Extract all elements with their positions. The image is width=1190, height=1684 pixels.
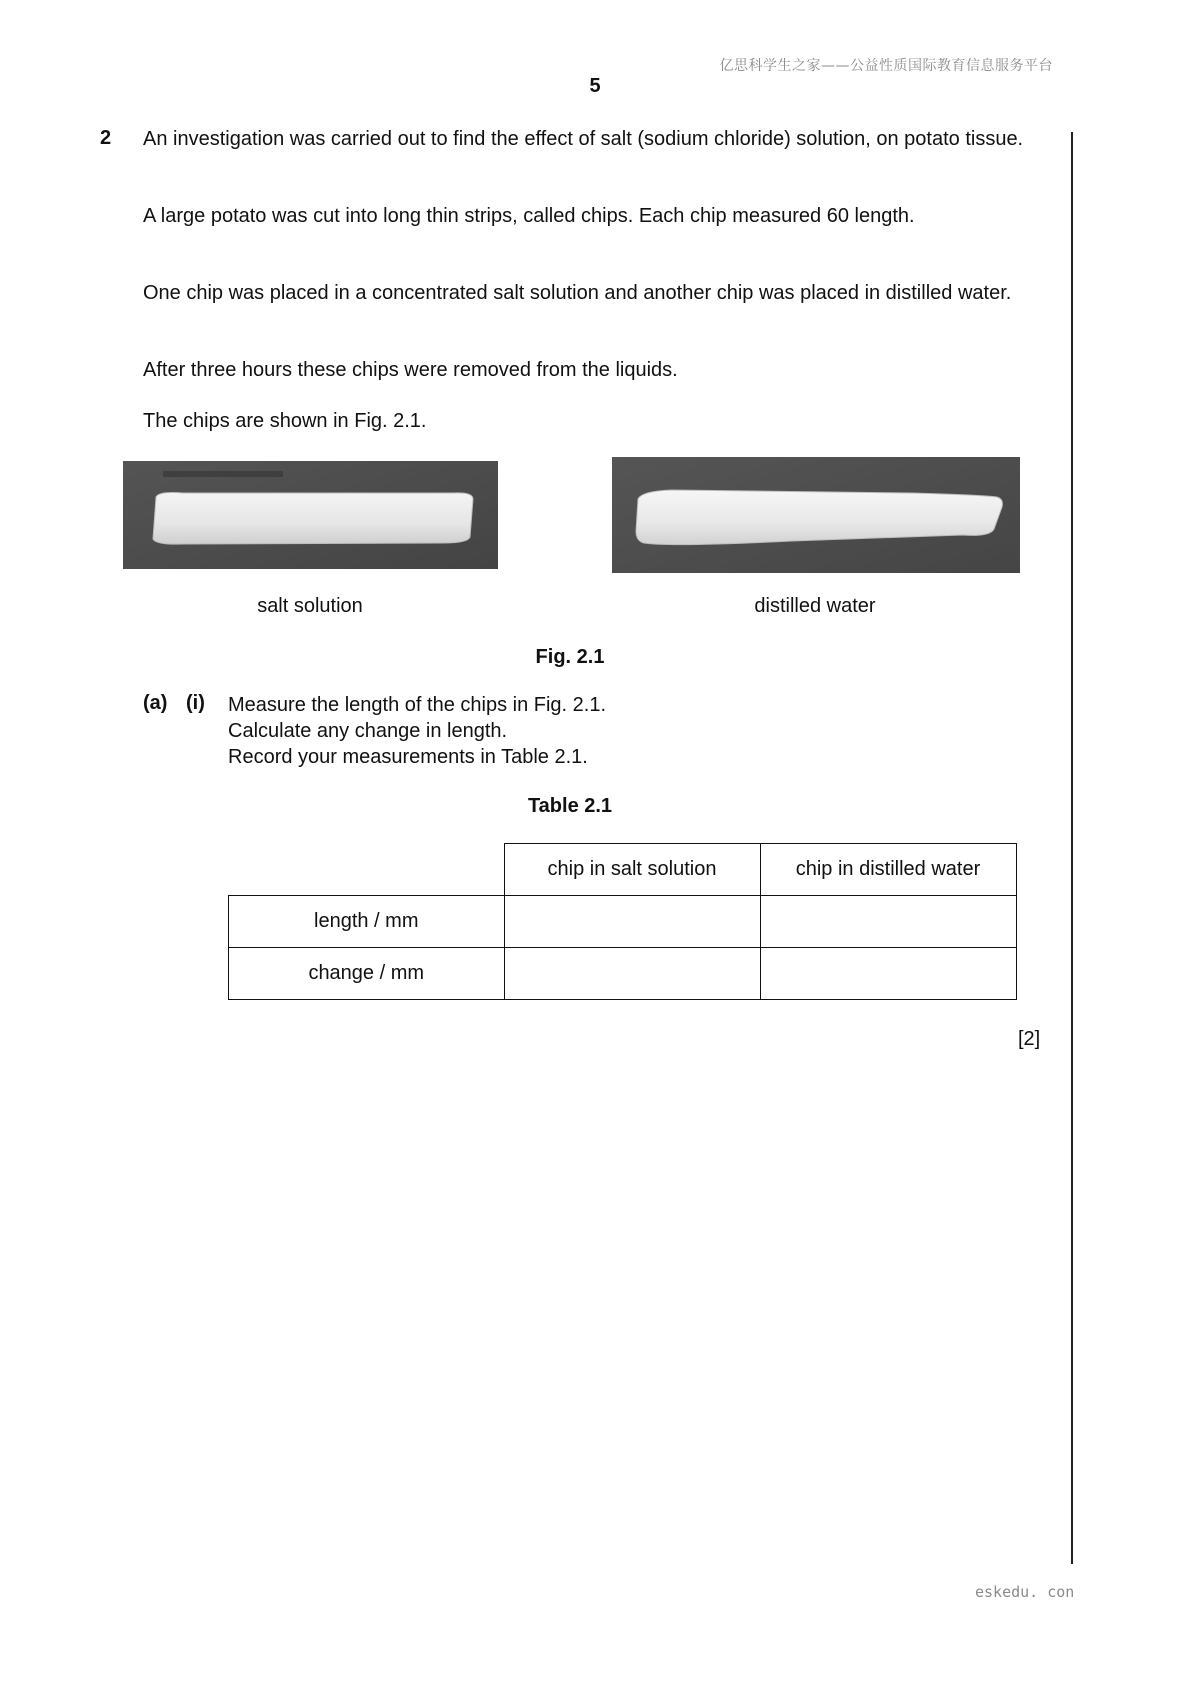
header-watermark: 亿思科学生之家——公益性质国际教育信息服务平台 [719, 58, 1053, 74]
answer-cell-length-salt[interactable] [504, 896, 760, 948]
instruction-line-1: Measure the length of the chips in Fig. 2.1. [228, 694, 606, 716]
instruction-line-2: Calculate any change in length. [228, 720, 508, 742]
photo-shadow-mark [163, 471, 283, 477]
row-label-change: change / mm [229, 948, 505, 1000]
row-label-length: length / mm [229, 896, 505, 948]
measurement-table [228, 843, 1017, 1000]
paragraph-shown: The chips are shown in Fig. 2.1. [143, 410, 427, 432]
paragraph-chips: A large potato was cut into long thin strips, called chips. Each chip measured 60 length. [143, 205, 915, 227]
margin-line [1071, 132, 1073, 1564]
figure-title: Fig. 2.1 [535, 646, 605, 668]
table-header-row [229, 844, 1017, 896]
salt-chip [153, 493, 473, 545]
table-row [229, 896, 1017, 948]
part-i-label: (i) [186, 692, 205, 714]
header-distilled-water: chip in distilled water [760, 844, 1016, 896]
answer-cell-length-water[interactable] [760, 896, 1016, 948]
marks-allocation: [2] [1018, 1028, 1041, 1050]
header-salt-solution: chip in salt solution [504, 844, 760, 896]
part-a-label: (a) [143, 692, 168, 714]
table-title: Table 2.1 [527, 795, 613, 817]
answer-cell-change-water[interactable] [760, 948, 1016, 1000]
table-corner-cell [229, 844, 505, 896]
instruction-line-3: Record your measurements in Table 2.1. [228, 746, 588, 768]
water-chip-image [612, 457, 1020, 573]
photo-water-chip [612, 457, 1020, 573]
answer-cell-change-salt[interactable] [504, 948, 760, 1000]
photo-salt-chip [123, 461, 498, 569]
question-intro: An investigation was carried out to find the effect of salt (sodium chloride) solution, on potato tissue. [143, 128, 1024, 150]
paragraph-placed: One chip was placed in a concentrated salt solution and another chip was placed in distilled water. [143, 282, 1012, 304]
page-number: 5 [589, 75, 601, 97]
footer-watermark: eskedu. con [975, 1583, 1075, 1601]
table-row [229, 948, 1017, 1000]
caption-distilled-water: distilled water [754, 595, 876, 617]
caption-salt-solution: salt solution [257, 595, 363, 617]
question-number: 2 [100, 127, 112, 149]
salt-chip-image [123, 461, 498, 569]
paragraph-removed: After three hours these chips were removed from the liquids. [143, 359, 678, 381]
